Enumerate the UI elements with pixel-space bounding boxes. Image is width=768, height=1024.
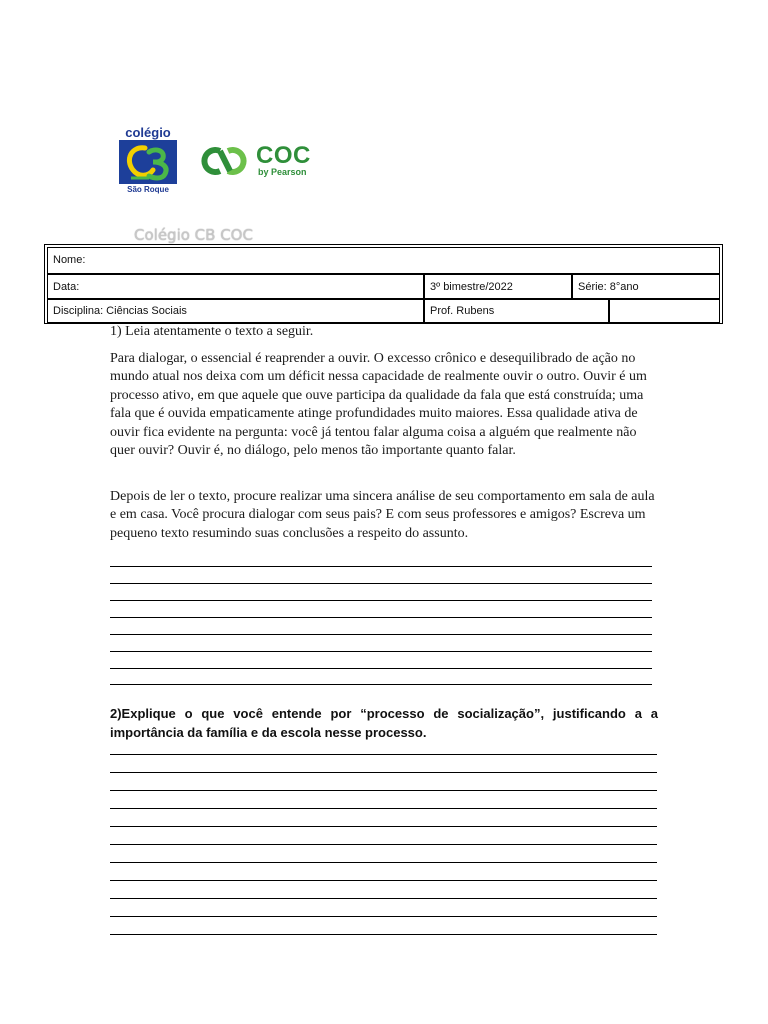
- coc-rings-icon: [198, 145, 252, 177]
- answer-line: [110, 754, 657, 755]
- student-info-table: [44, 244, 723, 324]
- serie-cell: [572, 274, 720, 299]
- answer-line: [110, 880, 657, 881]
- answer-line: [110, 898, 657, 899]
- serie-label: Série: 8°ano: [578, 281, 639, 293]
- cb-logo-subtitle: São Roque: [127, 185, 169, 194]
- question2-text: 2)Explique o que você entende por “processo de socialização”, justificando a a importância da família e da escola nesse processo.: [110, 706, 658, 740]
- answer-line: [110, 790, 657, 791]
- cb-logo-mark: [119, 140, 177, 184]
- question1-instructions: Depois de ler o texto, procure realizar uma sincera análise de seu comportamento em sala de aula e em casa. Você procura dialogar com seus pais? E com seus professores e amigos? Escreva um pequeno texto resumindo suas conclusões a respeito do assunto.: [110, 489, 655, 541]
- answer-line: [110, 684, 652, 685]
- answer-line: [110, 916, 657, 917]
- name-cell[interactable]: [47, 247, 720, 274]
- cb-logo-word: colégio: [125, 125, 171, 140]
- teacher-label: Prof. Rubens: [430, 305, 495, 317]
- answer-line: [110, 617, 652, 618]
- cb-monogram-icon: [119, 140, 177, 184]
- answer-line: [110, 826, 657, 827]
- coc-logo-subtitle: by Pearson: [258, 167, 307, 177]
- answer-line: [110, 566, 652, 567]
- answer-line: [110, 862, 657, 863]
- answer-line: [110, 934, 657, 935]
- discipline-label: Disciplina: Ciências Sociais: [53, 305, 187, 317]
- answer-line: [110, 668, 652, 669]
- answer-line: [110, 600, 652, 601]
- discipline-cell: [47, 299, 424, 323]
- answer-line: [110, 808, 657, 809]
- question1-intro: 1) Leia atentamente o texto a seguir.: [110, 324, 314, 339]
- bimester-label: 3º bimestre/2022: [430, 281, 513, 293]
- colegio-cb-logo: [117, 126, 179, 198]
- coc-logo-word: COC: [256, 142, 311, 169]
- school-name: Colégio CB COC: [134, 226, 253, 244]
- teacher-cell: [424, 299, 609, 323]
- name-label: Nome:: [53, 254, 86, 266]
- coc-logo: [198, 143, 318, 179]
- bimester-cell: [424, 274, 572, 299]
- answer-line: [110, 772, 657, 773]
- answer-line: [110, 844, 657, 845]
- answer-line: [110, 651, 652, 652]
- date-label: Data:: [53, 281, 80, 293]
- answer-line: [110, 634, 652, 635]
- date-cell[interactable]: [47, 274, 424, 299]
- question1-reading-text: Para dialogar, o essencial é reaprender a ouvir. O excesso crônico e desequilibrado de ação no mundo atual nos deixa com um déficit nessa capacidade de realmente ouvir o outro. Ouvir é um processo ativo, em que aquele que ouve participa da qualidade da fala que está construída; uma fala que é ouvida empaticamente atinge profundidades muito maiores. Essa qualidade ativa de ouvir fica evidente na pergunta: você já tentou falar alguma coisa a alguém que realmente não quer ouvir? Ouvir é, no diálogo, pelo menos tão importante quanto falar.: [110, 351, 647, 459]
- blank-cell: [609, 299, 720, 323]
- answer-line: [110, 583, 652, 584]
